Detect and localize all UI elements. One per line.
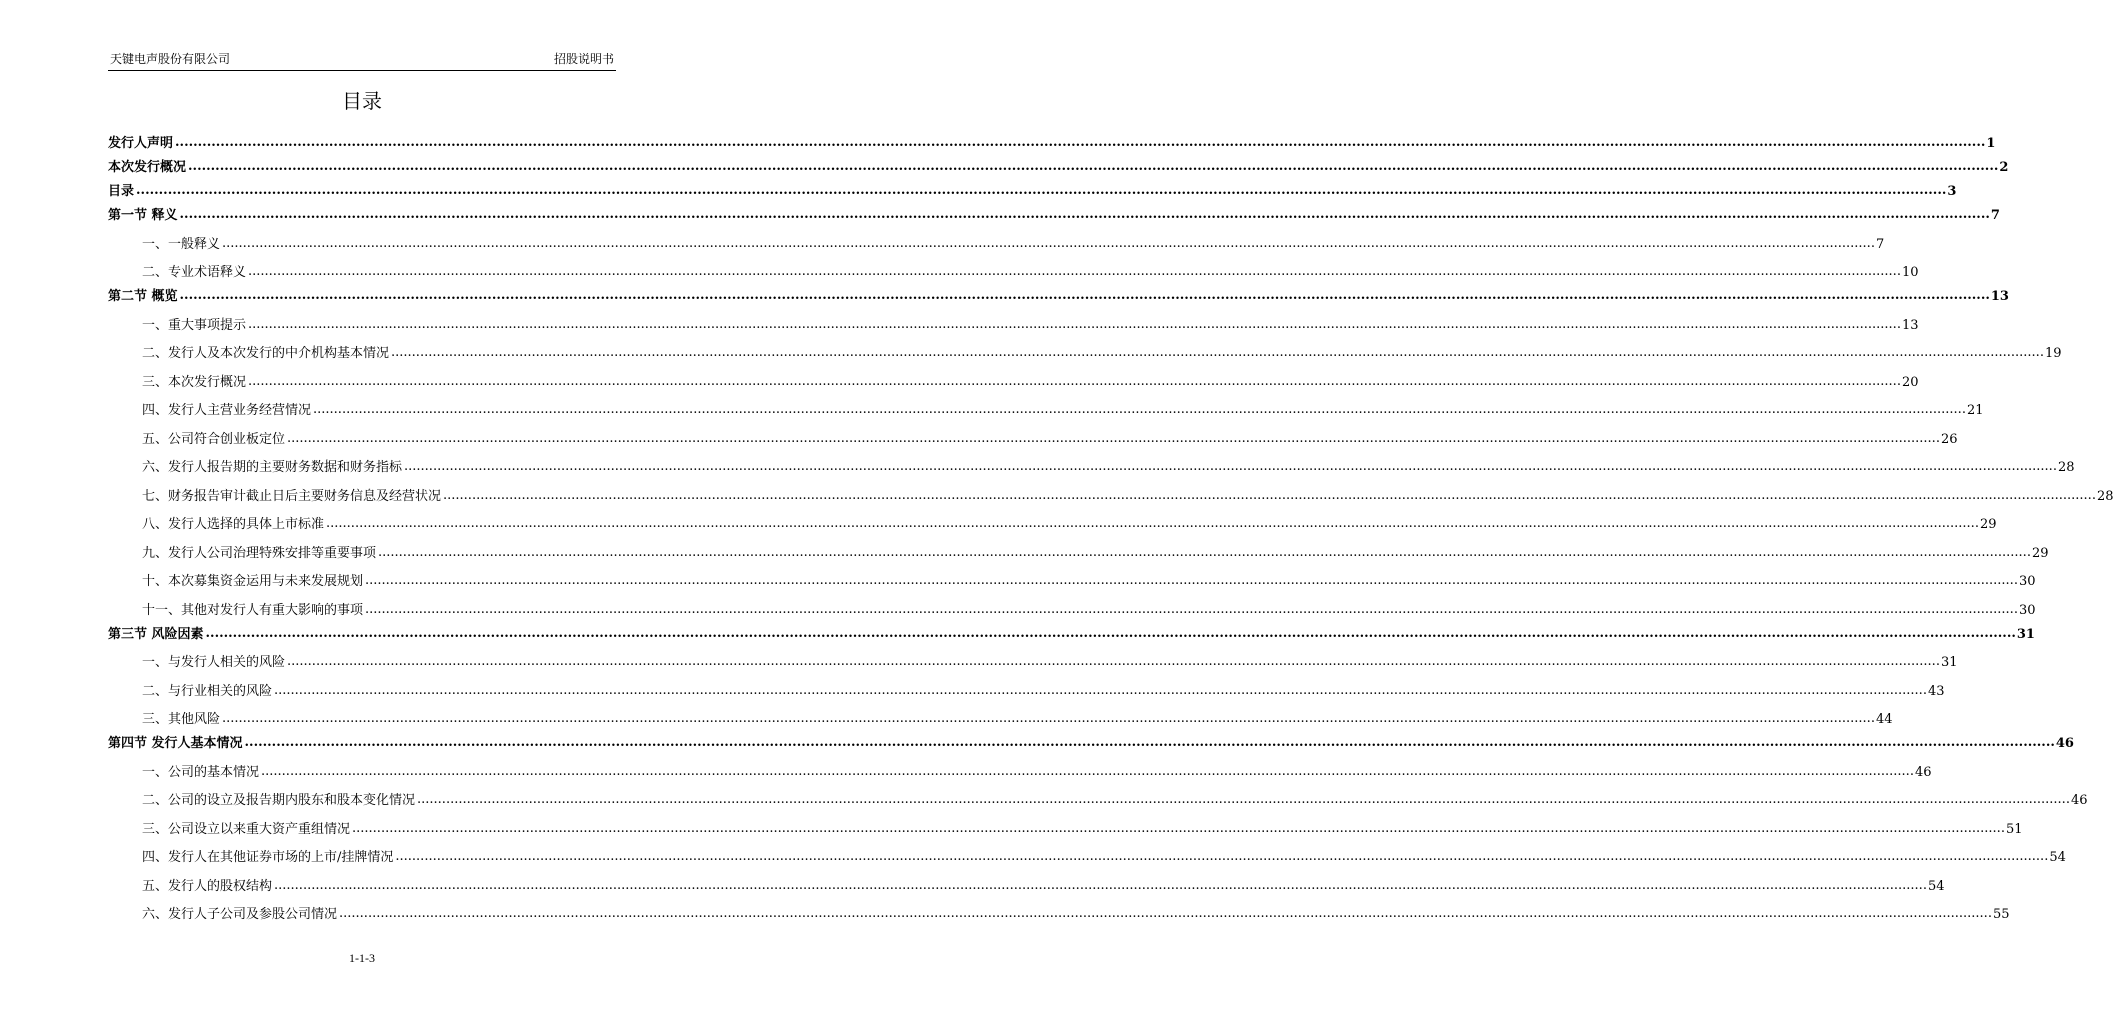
toc-entry-title: 一、重大事项提示 (142, 317, 247, 333)
toc-entry[interactable] (108, 532, 2049, 561)
toc-entry-title: 六、发行人报告期的主要财务数据和财务指标 (142, 460, 403, 475)
toc-entry-page: 7 (1990, 208, 2000, 223)
toc-leader-dots: ................................................................................................................................................................................................................................................................................................................................................................................................................ (205, 625, 2016, 641)
toc-entry-page: 46 (1914, 764, 1932, 780)
page-header (108, 48, 616, 71)
toc-leader-dots: ................................................................................................................................................................................................................................................................................................................................................................................................................ (365, 573, 2018, 588)
toc-entry-title: 五、公司符合创业板定位 (142, 431, 286, 447)
document-type: 招股说明书 (553, 52, 614, 66)
toc-entry-title: 十、本次募集资金运用与未来发展规划 (142, 574, 364, 589)
toc-entry-title: 一、公司的基本情况 (142, 764, 260, 780)
toc-entry-title: 二、与行业相关的风险 (142, 683, 273, 699)
toc-entry-page: 3 (1947, 184, 1957, 199)
toc-entry-page: 19 (2044, 346, 2062, 361)
toc-leader-dots: ................................................................................................................................................................................................................................................................................................................................................................................................................ (179, 207, 1990, 222)
toc-leader-dots: ................................................................................................................................................................................................................................................................................................................................................................................................................ (313, 402, 1966, 417)
toc-entry[interactable] (108, 561, 2036, 590)
toc-entry[interactable] (108, 808, 2023, 837)
toc-entry-title: 发行人声明 (108, 136, 174, 151)
toc-leader-dots: ................................................................................................................................................................................................................................................................................................................................................................................................................ (175, 135, 1986, 150)
toc-entry[interactable] (108, 618, 2035, 642)
toc-leader-dots: ................................................................................................................................................................................................................................................................................................................................................................................................................ (287, 430, 1940, 446)
toc-entry-title: 三、其他风险 (142, 712, 221, 727)
toc-entry-page: 21 (1966, 403, 1984, 418)
toc-leader-dots: ................................................................................................................................................................................................................................................................................................................................................................................................................ (417, 792, 2070, 807)
toc-entry-title: 二、发行人及本次发行的中介机构基本情况 (142, 346, 390, 361)
toc-leader-dots: ................................................................................................................................................................................................................................................................................................................................................................................................................ (179, 288, 1990, 303)
toc-leader-dots: ................................................................................................................................................................................................................................................................................................................................................................................................................ (404, 459, 2057, 474)
toc-entry[interactable] (108, 727, 2074, 751)
toc-entry-title: 第三节 风险因素 (108, 626, 204, 642)
toc-entry[interactable] (108, 304, 1919, 333)
toc-entry-title: 二、专业术语释义 (142, 265, 247, 280)
toc-entry-title: 七、财务报告审计截止日后主要财务信息及经营状况 (142, 488, 442, 504)
toc-entry-title: 九、发行人公司治理特殊安排等重要事项 (142, 545, 377, 561)
toc-entry-title: 一、一般释义 (142, 236, 221, 252)
toc-entry-page: 55 (1992, 907, 2010, 922)
toc-entry-page: 1 (1986, 136, 1996, 151)
toc-entry-page: 7 (1875, 236, 1885, 252)
toc-entry-page: 26 (1940, 431, 1958, 447)
toc-entry[interactable] (108, 589, 2036, 618)
toc-entry-title: 三、公司设立以来重大资产重组情况 (142, 821, 351, 837)
toc-leader-dots: ................................................................................................................................................................................................................................................................................................................................................................................................................ (222, 235, 1875, 251)
toc-entry-page: 30 (2018, 574, 2036, 589)
toc-entry-page: 13 (1990, 289, 2009, 304)
toc-entry[interactable] (108, 504, 1997, 533)
toc-entry-page: 54 (1927, 878, 1945, 894)
toc-entry-title: 八、发行人选择的具体上市标准 (142, 517, 325, 532)
toc-entry[interactable] (108, 894, 2010, 923)
toc-entry-page: 44 (1875, 712, 1893, 727)
toc-leader-dots: ................................................................................................................................................................................................................................................................................................................................................................................................................ (352, 820, 2005, 836)
toc-entry[interactable] (108, 280, 2009, 304)
toc-entry[interactable] (108, 699, 1893, 728)
toc-entry-page: 28 (2057, 460, 2075, 475)
toc-entry-title: 一、与发行人相关的风险 (142, 655, 286, 670)
toc-leader-dots: ................................................................................................................................................................................................................................................................................................................................................................................................................ (222, 711, 1875, 726)
toc-entry[interactable] (108, 175, 1957, 199)
toc-leader-dots: ................................................................................................................................................................................................................................................................................................................................................................................................................ (443, 487, 2096, 503)
toc-leader-dots: ................................................................................................................................................................................................................................................................................................................................................................................................................ (274, 877, 1927, 893)
toc-entry[interactable] (108, 642, 1958, 671)
toc-entry-page: 31 (2016, 626, 2035, 642)
toc-leader-dots: ................................................................................................................................................................................................................................................................................................................................................................................................................ (365, 601, 2018, 617)
toc-entry[interactable] (108, 361, 1919, 390)
toc-leader-dots: ................................................................................................................................................................................................................................................................................................................................................................................................................ (378, 544, 2031, 560)
toc-entry-page: 46 (2070, 793, 2088, 808)
toc-entry-page: 20 (1901, 374, 1919, 390)
toc-entry[interactable] (108, 780, 2088, 809)
toc-leader-dots: ................................................................................................................................................................................................................................................................................................................................................................................................................ (395, 849, 2049, 864)
toc-entry-page: 31 (1940, 655, 1958, 670)
toc-entry-page: 43 (1927, 683, 1945, 699)
toc-leader-dots: ................................................................................................................................................................................................................................................................................................................................................................................................................ (248, 316, 1901, 332)
toc-entry-title: 五、发行人的股权结构 (142, 878, 273, 894)
toc-leader-dots: ................................................................................................................................................................................................................................................................................................................................................................................................................ (248, 264, 1901, 279)
toc-entry[interactable] (108, 837, 2066, 866)
toc-leader-dots: ................................................................................................................................................................................................................................................................................................................................................................................................................ (261, 763, 1914, 779)
toc-entry[interactable] (108, 390, 1984, 419)
table-of-contents (108, 127, 2114, 922)
company-name: 天键电声股份有限公司 (110, 52, 231, 66)
toc-entry[interactable] (108, 751, 1932, 780)
toc-entry[interactable] (108, 199, 2000, 223)
toc-leader-dots: ................................................................................................................................................................................................................................................................................................................................................................................................................ (136, 183, 1947, 198)
toc-entry[interactable] (108, 865, 1945, 894)
toc-leader-dots: ................................................................................................................................................................................................................................................................................................................................................................................................................ (274, 682, 1927, 698)
toc-leader-dots: ................................................................................................................................................................................................................................................................................................................................................................................................................ (339, 906, 1992, 921)
toc-leader-dots: ................................................................................................................................................................................................................................................................................................................................................................................................................ (188, 159, 1999, 174)
toc-entry[interactable] (108, 475, 2114, 504)
toc-entry-title: 三、本次发行概况 (142, 374, 247, 390)
toc-entry[interactable] (108, 223, 1885, 252)
toc-entry-title: 第二节 概览 (108, 289, 178, 304)
toc-entry-page: 29 (1979, 517, 1997, 532)
toc-entry-title: 六、发行人子公司及参股公司情况 (142, 907, 338, 922)
toc-entry[interactable] (108, 151, 2009, 175)
toc-entry-title: 二、公司的设立及报告期内股东和股本变化情况 (142, 793, 416, 808)
toc-entry[interactable] (108, 447, 2075, 476)
toc-leader-dots: ................................................................................................................................................................................................................................................................................................................................................................................................................ (287, 654, 1940, 669)
toc-leader-dots: ................................................................................................................................................................................................................................................................................................................................................................................................................ (391, 345, 2044, 360)
toc-entry-page: 29 (2031, 545, 2049, 561)
toc-leader-dots: ................................................................................................................................................................................................................................................................................................................................................................................................................ (326, 516, 1979, 531)
toc-entry-page: 51 (2005, 821, 2023, 837)
toc-entry-page: 28 (2096, 488, 2114, 504)
toc-entry-page: 2 (1999, 160, 2009, 175)
toc-entry-page: 10 (1901, 265, 1919, 280)
toc-entry-title: 本次发行概况 (108, 160, 187, 175)
toc-entry-page: 46 (2055, 736, 2074, 751)
toc-entry[interactable] (108, 670, 1945, 699)
toc-entry-title: 四、发行人主营业务经营情况 (142, 403, 312, 418)
toc-entry-page: 30 (2018, 602, 2036, 618)
page-title: 目录 (342, 89, 382, 113)
toc-entry[interactable] (108, 418, 1958, 447)
toc-entry-title: 四、发行人在其他证券市场的上市/挂牌情况 (142, 850, 394, 865)
toc-leader-dots: ................................................................................................................................................................................................................................................................................................................................................................................................................ (248, 373, 1901, 389)
toc-entry-page: 54 (2049, 850, 2066, 865)
toc-entry-title: 第一节 释义 (108, 208, 178, 223)
toc-entry[interactable] (108, 333, 2062, 362)
toc-entry[interactable] (108, 127, 1996, 151)
toc-entry-title: 十一、其他对发行人有重大影响的事项 (142, 602, 364, 618)
page-number: 1-1-3 (349, 951, 375, 965)
toc-entry[interactable] (108, 252, 1919, 281)
toc-leader-dots: ................................................................................................................................................................................................................................................................................................................................................................................................................ (244, 735, 2055, 750)
toc-entry-title: 目录 (108, 184, 135, 199)
toc-entry-title: 第四节 发行人基本情况 (108, 736, 243, 751)
toc-entry-page: 13 (1901, 317, 1919, 333)
